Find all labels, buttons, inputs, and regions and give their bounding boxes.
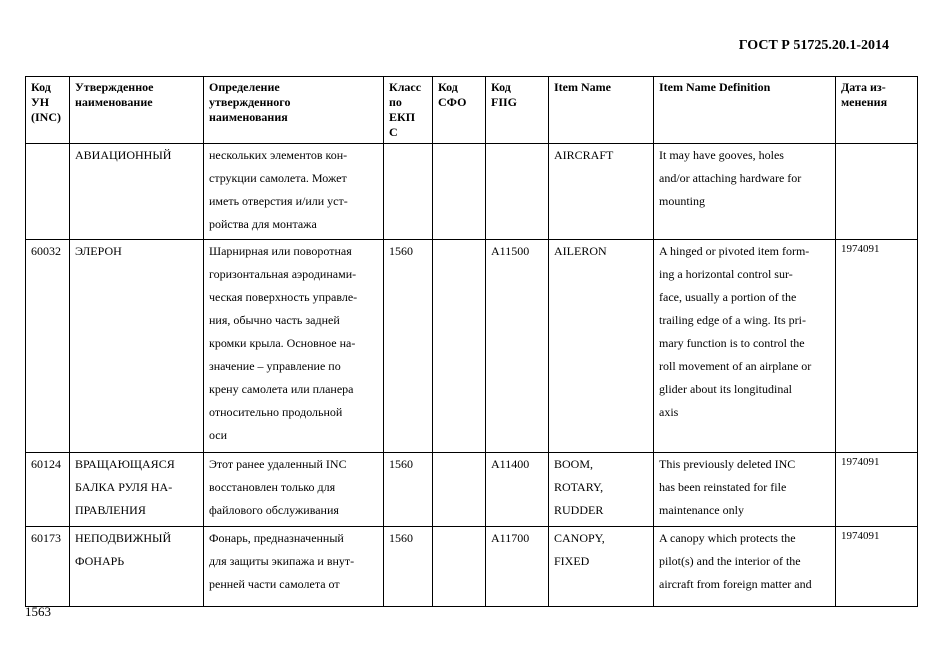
- cell-name: НЕПОДВИЖНЫЙ ФОНАРЬ: [70, 527, 204, 607]
- header-fiig: Код FIIG: [486, 77, 549, 144]
- cell-class: 1560: [384, 527, 433, 607]
- table-row: [26, 144, 918, 240]
- nomenclature-table: [25, 76, 918, 607]
- cell-sfo: [433, 453, 486, 527]
- header-definition: Определение утвержденного наименования: [204, 77, 384, 144]
- header-date: Дата из- менения: [836, 77, 918, 144]
- cell-fiig: A11500: [486, 240, 549, 453]
- cell-inc: 60173: [26, 527, 70, 607]
- header-inc: Код УН (INC): [26, 77, 70, 144]
- cell-name: АВИАЦИОННЫЙ: [70, 144, 204, 240]
- cell-item-name: AILERON: [549, 240, 654, 453]
- cell-item-definition: A hinged or pivoted item form- ing a horizontal control sur- face, usually a portion of the trailing edge of a wing. Its pri- mary function is to control the roll movement of an airplane or glider about its longitudinal axis: [654, 240, 836, 453]
- cell-fiig: A11700: [486, 527, 549, 607]
- cell-item-definition: It may have gooves, holes and/or attaching hardware for mounting: [654, 144, 836, 240]
- table-row: [26, 453, 918, 527]
- cell-item-name: BOOM, ROTARY, RUDDER: [549, 453, 654, 527]
- cell-class: 1560: [384, 240, 433, 453]
- header-item-name: Item Name: [549, 77, 654, 144]
- cell-date: 1974091: [836, 240, 918, 453]
- header-sfo: Код СФО: [433, 77, 486, 144]
- cell-inc: [26, 144, 70, 240]
- cell-item-name: CANOPY, FIXED: [549, 527, 654, 607]
- page-number: 1563: [25, 604, 51, 619]
- cell-sfo: [433, 527, 486, 607]
- cell-date: 1974091: [836, 527, 918, 607]
- header-class: Класс по ЕКП С: [384, 77, 433, 144]
- table-header-row: [26, 77, 918, 144]
- header-item-definition: Item Name Definition: [654, 77, 836, 144]
- header-approved-name: Утвержденное наименование: [70, 77, 204, 144]
- cell-item-name: AIRCRAFT: [549, 144, 654, 240]
- cell-name: ЭЛЕРОН: [70, 240, 204, 453]
- cell-definition: Шарнирная или поворотная горизонтальная аэродинами- ческая поверхность управле- ния, обычно часть задней кромки крыла. Основное на- значение – управление по крену самолета или планера относительно продольной оси: [204, 240, 384, 453]
- cell-definition: нескольких элементов кон- струкции самолета. Может иметь отверстия и/или уст- ройства для монтажа: [204, 144, 384, 240]
- document-header: ГОСТ Р 51725.20.1-2014: [738, 38, 889, 53]
- cell-item-definition: This previously deleted INC has been reinstated for file maintenance only: [654, 453, 836, 527]
- cell-class: [384, 144, 433, 240]
- table-row: [26, 240, 918, 453]
- cell-date: [836, 144, 918, 240]
- cell-sfo: [433, 144, 486, 240]
- cell-class: 1560: [384, 453, 433, 527]
- cell-inc: 60124: [26, 453, 70, 527]
- table-row: [26, 527, 918, 607]
- cell-definition: Фонарь, предназначенный для защиты экипажа и внут- ренней части самолета от: [204, 527, 384, 607]
- cell-item-definition: A canopy which protects the pilot(s) and the interior of the aircraft from foreign matter and: [654, 527, 836, 607]
- cell-inc: 60032: [26, 240, 70, 453]
- cell-fiig: [486, 144, 549, 240]
- cell-name: ВРАЩАЮЩАЯСЯ БАЛКА РУЛЯ НА- ПРАВЛЕНИЯ: [70, 453, 204, 527]
- cell-definition: Этот ранее удаленный INC восстановлен только для файлового обслуживания: [204, 453, 384, 527]
- cell-date: 1974091: [836, 453, 918, 527]
- cell-sfo: [433, 240, 486, 453]
- cell-fiig: A11400: [486, 453, 549, 527]
